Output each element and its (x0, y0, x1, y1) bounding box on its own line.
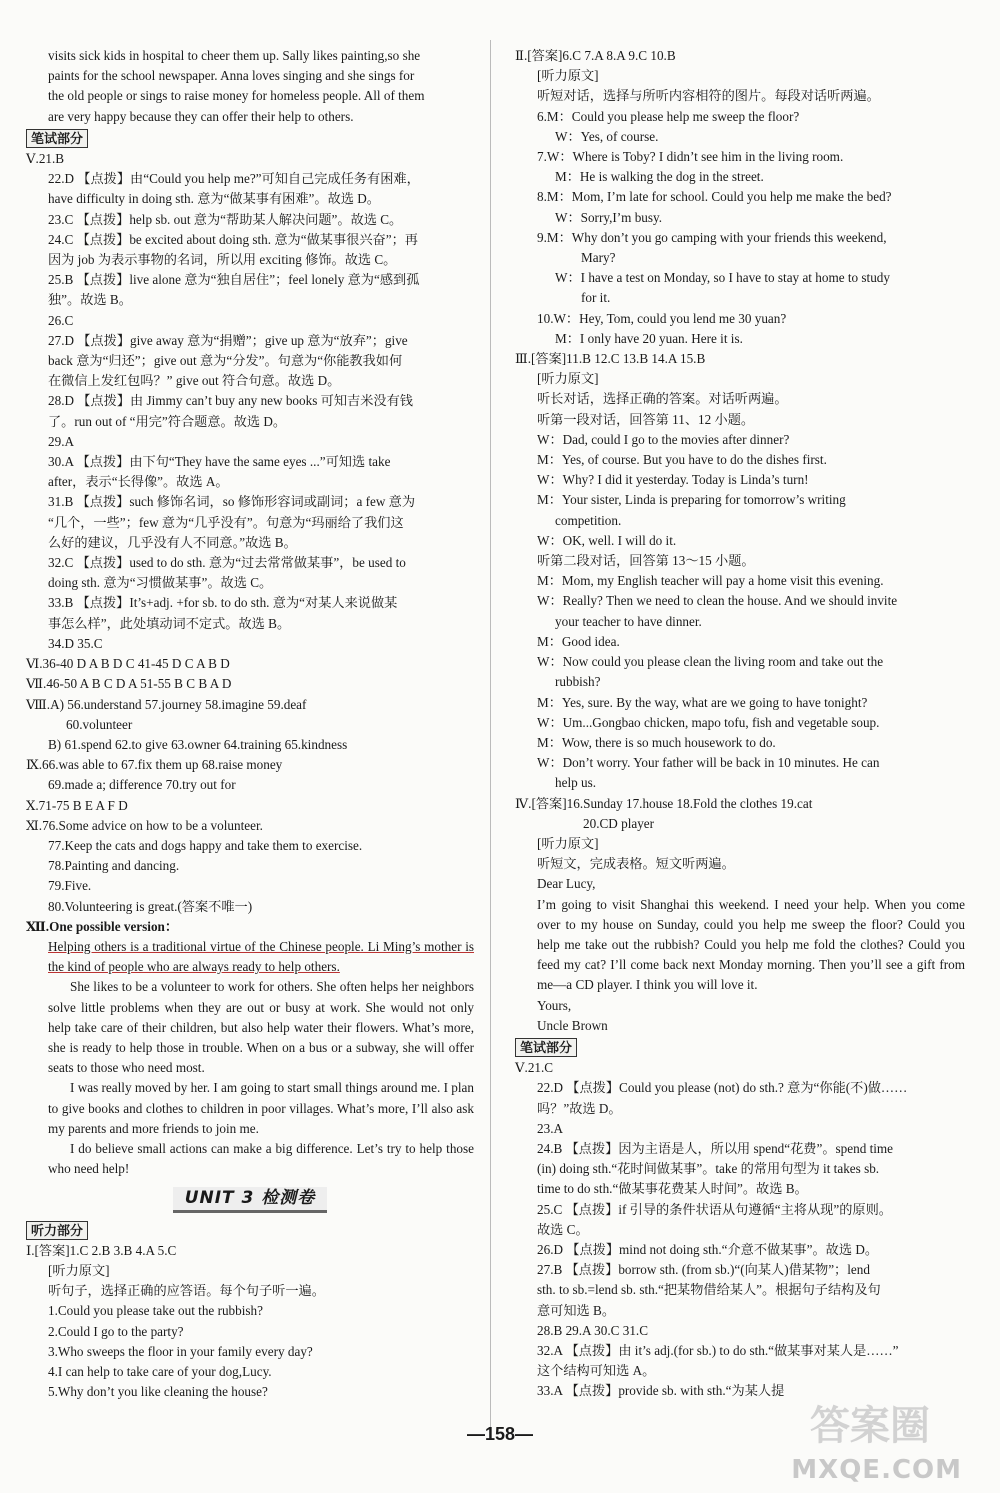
dialogue-line: 9.M：Why don’t you go camping with your friends this weekend, (537, 229, 887, 245)
section-written-tag: 笔试部分 (515, 1038, 577, 1057)
xi-item: 79.Five. (48, 878, 92, 894)
dialogue-line: W：Why? I did it yesterday. Today is Linda’s turn! (537, 472, 809, 488)
listening-label: [听力原文] (537, 835, 599, 851)
dialogue-line: rubbish? (555, 674, 601, 690)
listening-label: [听力原文] (48, 1262, 110, 1278)
letter-signature: Uncle Brown (537, 1017, 608, 1033)
listening-instruction: 听句子，选择正确的应答语。每个句子听一遍。 (48, 1283, 325, 1299)
listening-item: 2.Could I go to the party? (48, 1323, 184, 1339)
answer-line: 么好的建议，几乎没有人不同意。”故选 B。 (48, 534, 297, 550)
dialogue-line: W：Dad, could I go to the movies after dinner? (537, 431, 790, 447)
listening-instruction: 听长对话，选择正确的答案。对话听两遍。 (537, 391, 788, 407)
essay-underlined: Helping others is a traditional virtue of the Chinese people. Li Ming’s mother is the kind of people who are always ready to help others. (48, 938, 474, 975)
answer-line: 31.B 【点拨】such 修饰名词，so 修饰形容词或副词；a few 意为 (48, 494, 416, 510)
section-listen-tag: 听力部分 (26, 1221, 88, 1240)
answer-line: 意可知选 B。 (537, 1302, 616, 1318)
dialogue-line: 6.M：Could you please help me sweep the floor? (537, 108, 800, 124)
dialogue-line: 8.M：Mom, I’m late for school. Could you help me make the bed? (537, 189, 892, 205)
answer-line: 32.A 【点拨】由 it’s adj.(for sb.) to do sth.“做某事对某人是……” (537, 1343, 899, 1358)
answer-line: 因为 job 为表示事物的名词，所以用 exciting 修饰。故选 C。 (48, 252, 397, 268)
letter-body: I’m going to visit Shanghai this weekend. I need your help. When you come over to my house on Sunday, could you help me sweep the floor? Could you help me take out the rubbish? Could you help me fold the clothes? Could you feed my cat? I’ll come back next Monday morning. Then you’ll see a gift from me—a CD player. I think you will love it. (537, 896, 965, 993)
intro-line: are very happy because they can offer their help to others. (48, 108, 354, 124)
answer-line: 26.D 【点拨】mind not doing sth.“介意不做某事”。故选 D。 (537, 1241, 879, 1257)
ii-heading: Ⅱ.[答案]6.C 7.A 8.A 9.C 10.B (515, 48, 676, 63)
iv-heading: Ⅳ.[答案]16.Sunday 17.house 18.Fold the clothes 19.cat (515, 795, 813, 811)
dialogue-line: M：Yes, sure. By the way, what are we going to have tonight? (537, 694, 868, 710)
answer-line: 28.D 【点拨】由 Jimmy can’t buy any new books 可知吉米没有钱 (48, 393, 413, 409)
answer-line: 这个结构可知选 A。 (537, 1363, 656, 1379)
dialogue-line: your teacher to have dinner. (555, 613, 702, 629)
vi-line: Ⅵ.36-40 D A B D C 41-45 D C A B D (26, 656, 230, 672)
v-items (26, 169, 474, 654)
dialogue-line: W：Um...Gongbao chicken, mapo tofu, fish and vegetable soup. (537, 714, 880, 730)
dialogue-line: 7.W：Where is Toby? I didn’t see him in the living room. (537, 149, 844, 165)
watermark-logo: 答案圈 (810, 1403, 930, 1449)
page-number: —158— (466, 1424, 534, 1444)
dialogue-line: M：Wow, there is so much housework to do. (537, 734, 776, 750)
listening-item: 4.I can help to take care of your dog,Lucy. (48, 1364, 272, 1379)
v-heading: Ⅴ.21.C (515, 1060, 554, 1076)
watermark-url: MXQE.COM (791, 1455, 962, 1485)
answer-line: 24.C 【点拨】be excited about doing sth. 意为“做某事很兴奋”；再 (48, 231, 418, 247)
iv-heading-line2: 20.CD player (583, 815, 655, 831)
right-column (515, 46, 965, 1402)
answer-line: sth. to sb.=lend sb. sth.“把某物借给某人”。根据句子结构及句 (537, 1282, 881, 1298)
answer-line: (in) doing sth.“花时间做某事”。take 的常用句型为 it takes sb. (537, 1161, 880, 1177)
column-divider (490, 40, 491, 1440)
essay-paragraph: I do believe small actions can make a big difference. Let’s try to help those who need help! (48, 1140, 474, 1177)
answer-line: 33.B 【点拨】It’s+adj. +for sb. to do sth. 意为“对某人来说做某 (48, 595, 398, 611)
listening-item: 1.Could you please take out the rubbish? (48, 1303, 263, 1319)
answer-line: 22.D 【点拨】由“Could you help me?”可知自己完成任务有困难， (48, 171, 420, 187)
dialogue-line: Mary? (581, 250, 616, 266)
x-line: Ⅹ.71-75 B E A F D (26, 797, 128, 813)
answer-line: 27.B 【点拨】borrow sth. (from sb.)“(向某人)借某物”；lend (537, 1262, 870, 1278)
v-heading: Ⅴ.21.B (26, 151, 65, 167)
listening-label: [听力原文] (537, 68, 599, 84)
dialogue-line: M：Yes, of course. But you have to do the dishes first. (537, 452, 827, 468)
dialogue-intro: 听第二段对话，回答第 13～15 小题。 (537, 553, 755, 569)
answer-line: 24.B 【点拨】因为主语是人，所以用 spend“花费”。spend time (537, 1140, 894, 1156)
answer-line: have difficulty in doing sth. 意为“做某事有困难”。故选 D。 (48, 191, 380, 207)
left-column (26, 46, 474, 1402)
listening-item: 3.Who sweeps the floor in your family every day? (48, 1343, 313, 1359)
dialogue-line: competition. (555, 512, 622, 528)
xi-line: Ⅺ.76.Some advice on how to be a volunteer. (26, 817, 263, 833)
listening-label: [听力原文] (537, 371, 599, 387)
xi-item: 77.Keep the cats and dogs happy and take them to exercise. (48, 837, 363, 853)
answer-line: 34.D 35.C (48, 635, 103, 651)
listening-instruction: 听短文，完成表格。短文听两遍。 (537, 856, 735, 872)
dialogue-intro: 听第一段对话，回答第 11、12 小题。 (537, 411, 755, 427)
answer-line: 30.A 【点拨】由下句“They have the same eyes ...”可知选 take (48, 454, 391, 470)
section-written-tag: 笔试部分 (26, 129, 88, 148)
intro-line: visits sick kids in hospital to cheer them up. Sally likes painting,so she (48, 48, 421, 63)
answer-line: 28.B 29.A 30.C 31.C (537, 1322, 649, 1338)
viii-a-line: Ⅷ.A) 56.understand 57.journey 58.imagine 59.deaf (26, 696, 307, 712)
answer-line: 33.A 【点拨】provide sb. with sth.“为某人提 (537, 1383, 785, 1399)
ix-line: Ⅸ.66.was able to 67.fix them up 68.raise money (26, 757, 283, 773)
answer-line: 事怎么样”，此处填动词不定式。故选 B。 (48, 615, 291, 631)
viii-b-line: B) 61.spend 62.to give 63.owner 64.training 65.kindness (48, 736, 348, 752)
vii-line: Ⅶ.46-50 A B C D A 51-55 B C B A D (26, 676, 232, 692)
answer-line: back 意为“归还”；give out 意为“分发”。句意为“你能教我如何 (48, 353, 403, 369)
dialogue-line: W：I have a test on Monday, so I have to stay at home to study (555, 270, 890, 286)
dialogue-line: M：Your sister, Linda is preparing for tomorrow’s writing (537, 492, 846, 508)
answer-line: 25.C 【点拨】if 引导的条件状语从句遵循“主将从现”的原则。 (537, 1201, 892, 1217)
answer-line: 独”。故选 B。 (48, 292, 132, 308)
essay-paragraph: I was really moved by her. I am going to start small things around me. I plan to give books and clothes to children in poor villages. What’s more, I’ll also ask my parents and more friends to join me. (48, 1080, 474, 1136)
answer-line: 26.C (48, 312, 74, 328)
essay-paragraph: She likes to be a volunteer to work for others. She often helps her neighbors solve little problems when they are out or busy at work. She would not only help take care of their children, but also help water their flowers. What’s more, she is ready to help those in trouble. When on a bus or a subway, she will offer seats to those who need most. (48, 979, 474, 1076)
answer-line: “几个，一些”；few 意为“几乎没有”。句意为“玛丽给了我们这 (48, 514, 404, 530)
answer-line: 故选 C。 (537, 1221, 589, 1237)
answer-line: 22.D 【点拨】Could you please (not) do sth.? 意为“你能(不)做…… (537, 1080, 908, 1096)
unit-title (26, 1187, 474, 1212)
letter-greeting: Dear Lucy, (537, 876, 596, 892)
answer-line: 27.D 【点拨】give away 意为“捐赠”；give up 意为“放弃”；give (48, 332, 408, 348)
answer-line: 在微信上发红包吗？” give out 符合句意。故选 D。 (48, 373, 341, 389)
answer-line: 23.A (537, 1120, 564, 1136)
dialogue-line: W：Now could you please clean the living room and take out the (537, 654, 884, 670)
unit-title-text: UNIT 3 检测卷 (173, 1187, 328, 1212)
answer-line: after，表示“长得像”。故选 A。 (48, 474, 229, 490)
letter-closing: Yours, (537, 997, 572, 1013)
xi-item: 80.Volunteering is great.(答案不唯一) (48, 898, 253, 914)
dialogue-line: M：He is walking the dog in the street. (555, 169, 764, 185)
answer-line: time to do sth.“做某事花费某人时间”。故选 B。 (537, 1181, 808, 1197)
xi-item: 78.Painting and dancing. (48, 858, 180, 874)
dialogue-line: W：Sorry,I’m busy. (555, 209, 663, 225)
dialogue-line: M：Good idea. (537, 633, 620, 649)
dialogue-line: W：Don’t worry. Your father will be back in 10 minutes. He can (537, 755, 880, 771)
dialogue-line: M：Mom, my English teacher will pay a home visit this evening. (537, 573, 884, 589)
dialogue-line: help us. (555, 775, 597, 791)
iii-heading: Ⅲ.[答案]11.B 12.C 13.B 14.A 15.B (515, 351, 706, 367)
dialogue-line: M：I only have 20 yuan. Here it is. (555, 330, 743, 346)
dialogue-line: for it. (581, 290, 611, 306)
intro-line: paints for the school newspaper. Anna loves singing and she sings for (48, 68, 415, 84)
listening-instruction: 听短对话，选择与所听内容相符的图片。每段对话听两遍。 (537, 88, 880, 104)
answer-line: 29.A (48, 433, 75, 449)
answer-line: 32.C 【点拨】used to do sth. 意为“过去常常做某事”，be used to (48, 555, 406, 571)
listening-item: 5.Why don’t you like cleaning the house? (48, 1384, 268, 1400)
dialogue-line: 10.W：Hey, Tom, could you lend me 30 yuan? (537, 310, 787, 326)
dialogue-line: W：Really? Then we need to clean the house. And we should invite (537, 593, 898, 609)
intro-line: the old people or sings to raise money for homeless people. All of them (48, 88, 425, 104)
dialogue-line: W：OK, well. I will do it. (537, 532, 677, 548)
dialogue-line: W：Yes, of course. (555, 128, 659, 144)
answer-line: 25.B 【点拨】live alone 意为“独自居住”；feel lonely 意为“感到孤 (48, 272, 420, 288)
i-heading: Ⅰ.[答案]1.C 2.B 3.B 4.A 5.C (26, 1242, 177, 1258)
xii-heading: Ⅻ.One possible version： (26, 918, 179, 934)
answer-line: 了。run out of “用完”符合题意。故选 D。 (48, 413, 287, 429)
viii-a-line2: 60.volunteer (66, 716, 133, 732)
answer-line: doing sth. 意为“习惯做某事”。故选 C。 (48, 575, 273, 591)
answer-line: 吗？”故选 D。 (537, 1100, 622, 1116)
ix-line2: 69.made a; difference 70.try out for (48, 777, 236, 793)
answer-line: 23.C 【点拨】help sb. out 意为“帮助某人解决问题”。故选 C。 (48, 211, 403, 227)
